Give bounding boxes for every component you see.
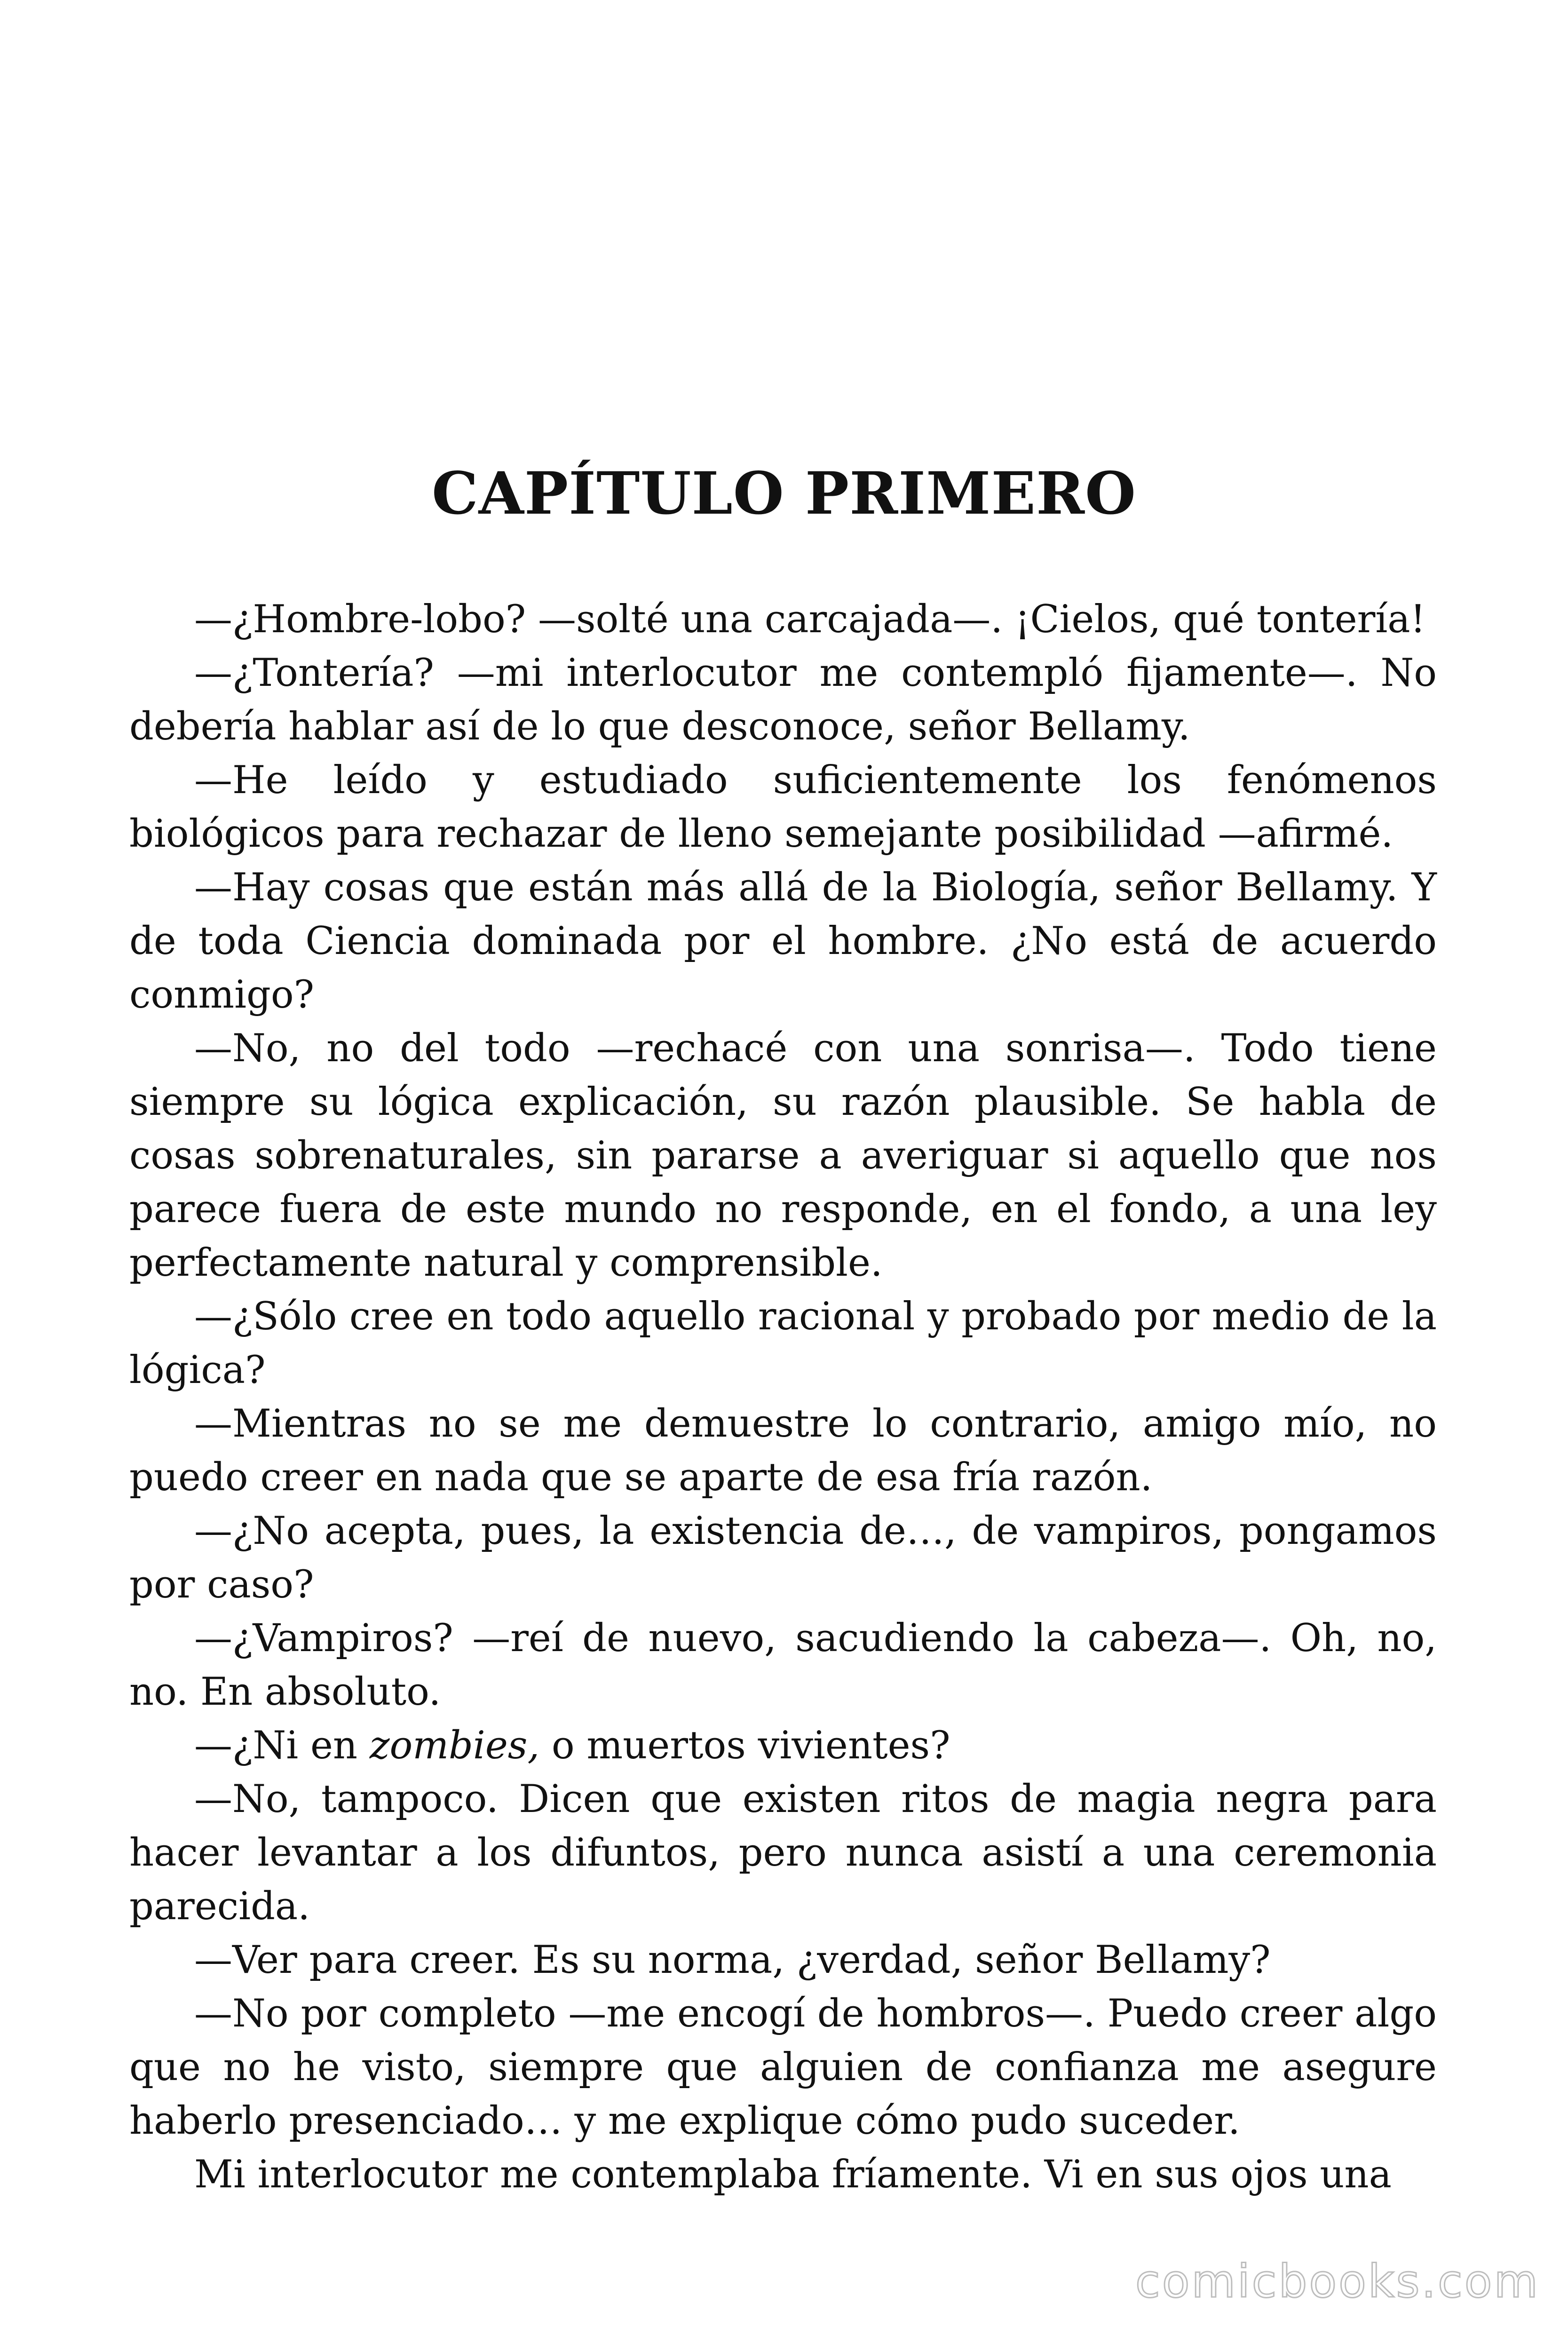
zombies-text-before: —¿Ni en <box>194 1724 370 1768</box>
chapter-body <box>129 593 1437 2201</box>
paragraph: Mi interlocutor me contemplaba fríamente. Vi en sus ojos una <box>194 2153 1392 2197</box>
paragraph: —Mientras no se me demuestre lo contrario, amigo mío, no puedo creer en nada que se aparte de esa fría razón. <box>129 1402 1437 1500</box>
chapter-title: CAPÍTULO PRIMERO <box>431 460 1137 528</box>
paragraph: —Hay cosas que están más allá de la Biología, señor Bellamy. Y de toda Ciencia dominada por el hombre. ¿No está de acuerdo conmigo? <box>129 866 1437 1017</box>
paragraph: —Ver para creer. Es su norma, ¿verdad, señor Bellamy? <box>194 1938 1271 1982</box>
zombies-italic-word: zombies, <box>369 1724 540 1768</box>
zombies-text-after: o muertos vivientes? <box>539 1724 950 1768</box>
paragraph: —¿Sólo cree en todo aquello racional y probado por medio de la lógica? <box>129 1295 1437 1392</box>
paragraph: —¿Tontería? —mi interlocutor me contempló fijamente—. No debería hablar así de lo que desconoce, señor Bellamy. <box>129 651 1437 749</box>
paragraph: —¿Hombre-lobo? —solté una carcajada—. ¡Cielos, qué tontería! <box>194 597 1426 642</box>
paragraph: —¿Vampiros? —reí de nuevo, sacudiendo la cabeza—. Oh, no, no. En absoluto. <box>129 1616 1437 1714</box>
watermark: comicbooks.com <box>1135 2255 1540 2308</box>
paragraph: —No, no del todo —rechacé con una sonrisa—. Todo tiene siempre su lógica explicación, su razón plausible. Se habla de cosas sobrenaturales, sin pararse a averiguar si aquello que nos parece fuera de este mundo no responde, en el fondo, a una ley perfectamente natural y comprensible. <box>129 1026 1437 1285</box>
paragraph-zombies <box>129 1719 1437 1772</box>
paragraph: —No por completo —me encogí de hombros—. Puedo creer algo que no he visto, siempre que alguien de confianza me asegure haberlo presenciado… y me explique cómo pudo suceder. <box>129 1992 1437 2143</box>
paragraph: —¿No acepta, pues, la existencia de…, de vampiros, pongamos por caso? <box>129 1509 1437 1607</box>
paragraph: —No, tampoco. Dicen que existen ritos de magia negra para hacer levantar a los difuntos, pero nunca asistí a una ceremonia parecida. <box>129 1777 1437 1929</box>
paragraph: —He leído y estudiado suficientemente los fenómenos biológicos para rechazar de lleno semejante posibilidad —afirmé. <box>129 758 1437 856</box>
